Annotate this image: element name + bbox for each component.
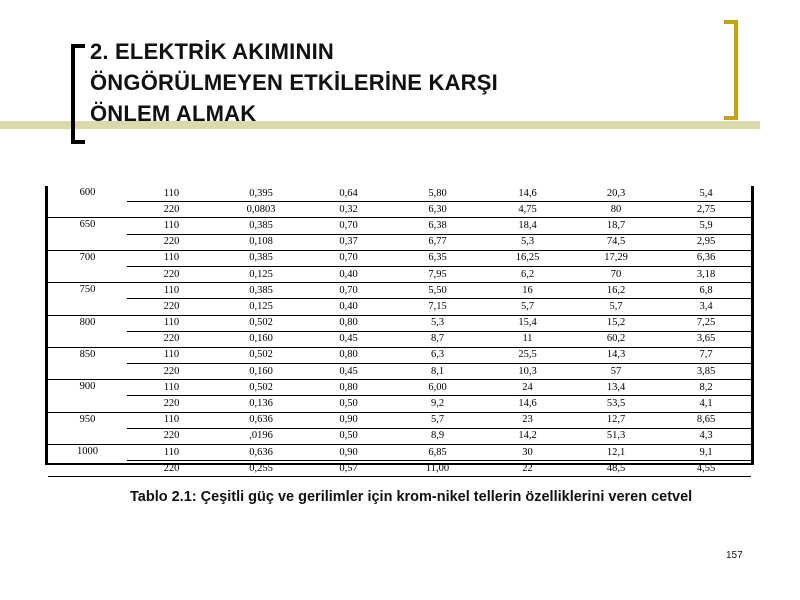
table-cell: 22	[484, 461, 571, 477]
table-cell: 0,37	[306, 234, 391, 250]
table-cell: 0,255	[216, 461, 306, 477]
table-cell: 30	[484, 445, 571, 461]
table-cell: 5,7	[484, 299, 571, 315]
table-cell: 6,30	[391, 202, 484, 218]
table-cell: 0,45	[306, 331, 391, 347]
table-row	[48, 186, 751, 202]
power-cell: 700	[48, 250, 127, 282]
table-cell: 16	[484, 283, 571, 299]
power-cell: 650	[48, 218, 127, 250]
power-cell: 750	[48, 283, 127, 315]
table-cell: 8,2	[661, 380, 751, 396]
table-cell: 0,90	[306, 445, 391, 461]
table-cell: ,0196	[216, 428, 306, 444]
table-cell: 53,5	[571, 396, 661, 412]
table-cell: 5,7	[391, 412, 484, 428]
table-cell: 4,75	[484, 202, 571, 218]
table-cell: 14,2	[484, 428, 571, 444]
table-cell: 0,502	[216, 315, 306, 331]
table-cell: 220	[127, 331, 216, 347]
table-cell: 0,636	[216, 412, 306, 428]
table-cell: 220	[127, 234, 216, 250]
table-cell: 5,3	[391, 315, 484, 331]
table-cell: 220	[127, 428, 216, 444]
table-row	[48, 445, 751, 461]
table-cell: 51,3	[571, 428, 661, 444]
table-cell: 4,1	[661, 396, 751, 412]
table-cell: 80	[571, 202, 661, 218]
table-cell: 24	[484, 380, 571, 396]
title-line-3: ÖNLEM ALMAK	[90, 101, 257, 126]
table-cell: 0,108	[216, 234, 306, 250]
table-cell: 0,385	[216, 218, 306, 234]
table-cell: 0,160	[216, 331, 306, 347]
table-cell: 6,85	[391, 445, 484, 461]
table-cell: 16,25	[484, 250, 571, 266]
table-cell: 0,160	[216, 364, 306, 380]
table-cell: 0,70	[306, 250, 391, 266]
table-cell: 6,3	[391, 347, 484, 363]
left-bracket-decoration	[71, 44, 85, 144]
table-cell: 3,4	[661, 299, 751, 315]
table-cell: 7,95	[391, 266, 484, 282]
table-cell: 48,5	[571, 461, 661, 477]
table-cell: 0,395	[216, 186, 306, 202]
table-cell: 0,125	[216, 299, 306, 315]
page-number: 157	[726, 550, 743, 561]
table-cell: 0,70	[306, 218, 391, 234]
table-cell: 0,80	[306, 380, 391, 396]
table-row	[48, 347, 751, 363]
table-row	[48, 331, 751, 347]
table-cell: 11	[484, 331, 571, 347]
table-cell: 0,80	[306, 347, 391, 363]
table-cell: 0,385	[216, 283, 306, 299]
table-row	[48, 218, 751, 234]
table-cell: 8,65	[661, 412, 751, 428]
table-cell: 8,7	[391, 331, 484, 347]
table-cell: 14,6	[484, 186, 571, 202]
table-cell: 110	[127, 186, 216, 202]
table-row	[48, 234, 751, 250]
table-cell: 4,55	[661, 461, 751, 477]
table-cell: 0,502	[216, 380, 306, 396]
table-cell: 14,3	[571, 347, 661, 363]
table-cell: 0,50	[306, 428, 391, 444]
table-cell: 0,0803	[216, 202, 306, 218]
table-cell: 6,35	[391, 250, 484, 266]
table-cell: 0,80	[306, 315, 391, 331]
table-cell: 74,5	[571, 234, 661, 250]
table-cell: 110	[127, 445, 216, 461]
table-cell: 70	[571, 266, 661, 282]
table-cell: 5,4	[661, 186, 751, 202]
table-cell: 0,90	[306, 412, 391, 428]
right-bracket-decoration	[724, 20, 738, 120]
table-cell: 220	[127, 364, 216, 380]
table-cell: 18,7	[571, 218, 661, 234]
table-row	[48, 461, 751, 477]
table-cell: 12,1	[571, 445, 661, 461]
table-cell: 5,9	[661, 218, 751, 234]
table-cell: 110	[127, 412, 216, 428]
table-cell: 220	[127, 299, 216, 315]
power-cell: 850	[48, 347, 127, 379]
power-cell: 950	[48, 412, 127, 444]
table-cell: 9,1	[661, 445, 751, 461]
table-row	[48, 315, 751, 331]
table-cell: 25,5	[484, 347, 571, 363]
table-cell: 6,00	[391, 380, 484, 396]
table-cell: 110	[127, 250, 216, 266]
table-row	[48, 412, 751, 428]
table-caption: Tablo 2.1: Çeşitli güç ve gerilimler için krom-nikel tellerin özelliklerini veren cetvel	[130, 489, 693, 505]
table-cell: 2,75	[661, 202, 751, 218]
table-cell: 0,50	[306, 396, 391, 412]
table-cell: 20,3	[571, 186, 661, 202]
table-cell: 18,4	[484, 218, 571, 234]
table-cell: 8,9	[391, 428, 484, 444]
table-cell: 5,50	[391, 283, 484, 299]
table-cell: 0,125	[216, 266, 306, 282]
power-cell: 600	[48, 186, 127, 218]
power-cell: 1000	[48, 445, 127, 477]
table-cell: 14,6	[484, 396, 571, 412]
table-cell: 3,85	[661, 364, 751, 380]
table-cell: 15,2	[571, 315, 661, 331]
table-row	[48, 364, 751, 380]
table-row	[48, 380, 751, 396]
table-row	[48, 396, 751, 412]
table-cell: 4,3	[661, 428, 751, 444]
table-cell: 10,3	[484, 364, 571, 380]
table-cell: 110	[127, 347, 216, 363]
table-cell: 6,77	[391, 234, 484, 250]
table-row	[48, 428, 751, 444]
table-cell: 8,1	[391, 364, 484, 380]
table-cell: 110	[127, 283, 216, 299]
table-cell: 0,32	[306, 202, 391, 218]
table-cell: 6,38	[391, 218, 484, 234]
table-cell: 6,36	[661, 250, 751, 266]
table-cell: 3,65	[661, 331, 751, 347]
title-line-1: 2. ELEKTRİK AKIMININ	[90, 39, 334, 64]
table-cell: 0,136	[216, 396, 306, 412]
table-cell: 0,45	[306, 364, 391, 380]
table-cell: 12,7	[571, 412, 661, 428]
table-row	[48, 299, 751, 315]
table-cell: 0,40	[306, 266, 391, 282]
table-cell: 220	[127, 461, 216, 477]
table-cell: 5,3	[484, 234, 571, 250]
table-cell: 3,18	[661, 266, 751, 282]
data-table	[48, 186, 751, 477]
power-cell: 900	[48, 380, 127, 412]
table-cell: 11,00	[391, 461, 484, 477]
table-cell: 9,2	[391, 396, 484, 412]
table-cell: 220	[127, 266, 216, 282]
table-cell: 0,70	[306, 283, 391, 299]
table-cell: 0,502	[216, 347, 306, 363]
table-row	[48, 250, 751, 266]
table-cell: 16,2	[571, 283, 661, 299]
table-cell: 7,15	[391, 299, 484, 315]
table-cell: 220	[127, 396, 216, 412]
table-cell: 57	[571, 364, 661, 380]
slide-title	[90, 36, 710, 129]
table-cell: 0,385	[216, 250, 306, 266]
table-cell: 0,57	[306, 461, 391, 477]
table-cell: 0,64	[306, 186, 391, 202]
table-cell: 15,4	[484, 315, 571, 331]
table-cell: 7,25	[661, 315, 751, 331]
table-cell: 2,95	[661, 234, 751, 250]
table-cell: 23	[484, 412, 571, 428]
power-cell: 800	[48, 315, 127, 347]
table-cell: 110	[127, 380, 216, 396]
table-cell: 13,4	[571, 380, 661, 396]
title-line-2: ÖNGÖRÜLMEYEN ETKİLERİNE KARŞI	[90, 70, 498, 95]
table-row	[48, 283, 751, 299]
table-cell: 6,2	[484, 266, 571, 282]
table-row	[48, 202, 751, 218]
table-cell: 0,636	[216, 445, 306, 461]
table-cell: 6,8	[661, 283, 751, 299]
table-cell: 5,7	[571, 299, 661, 315]
table-cell: 0,40	[306, 299, 391, 315]
table-cell: 220	[127, 202, 216, 218]
table-row	[48, 266, 751, 282]
table-cell: 17,29	[571, 250, 661, 266]
table-cell: 110	[127, 315, 216, 331]
table-cell: 110	[127, 218, 216, 234]
table-cell: 7,7	[661, 347, 751, 363]
table-cell: 5,80	[391, 186, 484, 202]
table-cell: 60,2	[571, 331, 661, 347]
krom-nikel-table	[45, 186, 754, 474]
